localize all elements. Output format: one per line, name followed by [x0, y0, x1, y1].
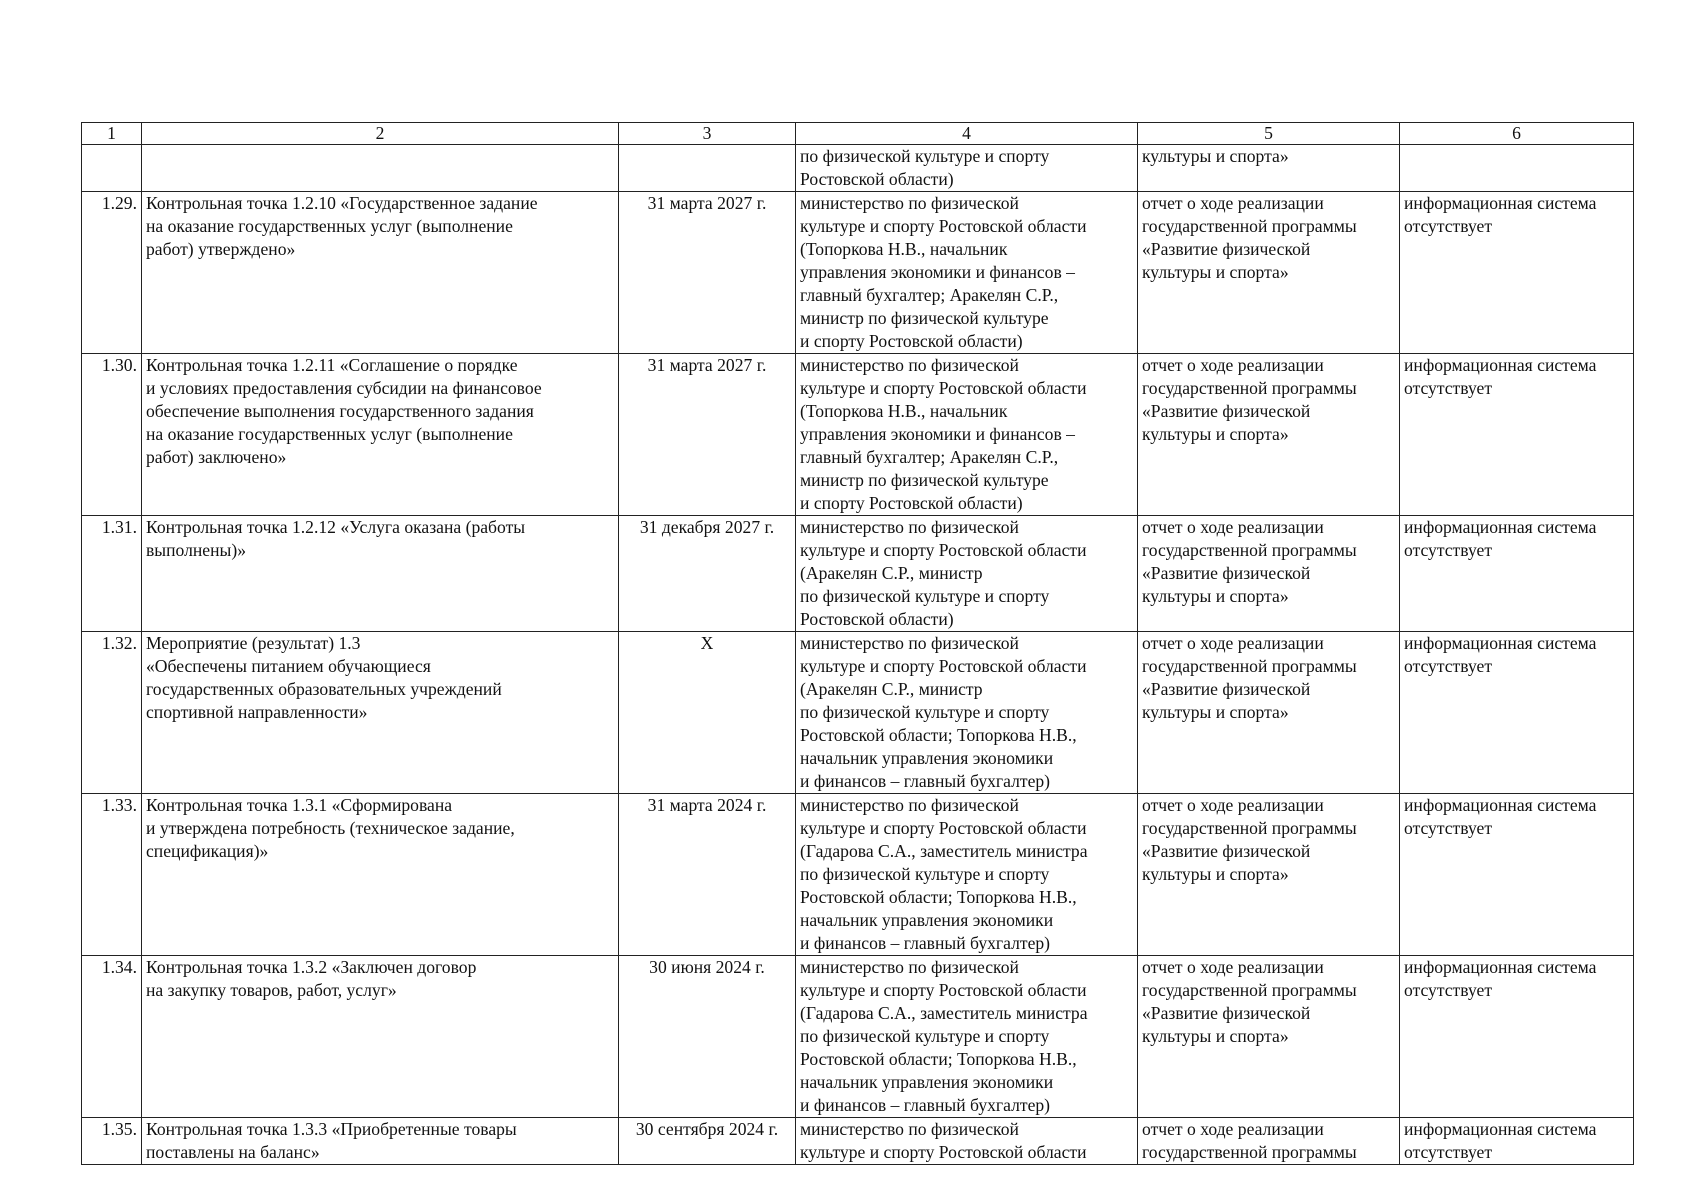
header-cell-3: 3	[619, 123, 796, 145]
event-name: Мероприятие (результат) 1.3 «Обеспечены питанием обучающиеся государственных образовательных учреждений спортивной направленности»	[142, 632, 619, 794]
header-cell-2: 2	[142, 123, 619, 145]
information-system: информационная система отсутствует	[1400, 794, 1634, 956]
row-number: 1.32.	[82, 632, 142, 794]
confirming-document: отчет о ходе реализации государственной программы «Развитие физической культуры и спорта»	[1138, 354, 1400, 516]
information-system	[1400, 145, 1634, 192]
table-row	[82, 354, 1634, 516]
responsible-executor: министерство по физической культуре и спорту Ростовской области	[796, 1118, 1138, 1165]
header-cell-6: 6	[1400, 123, 1634, 145]
deadline-date: Х	[619, 632, 796, 794]
control-point-name: Контрольная точка 1.3.3 «Приобретенные товары поставлены на баланс»	[142, 1118, 619, 1165]
responsible-executor: министерство по физической культуре и спорту Ростовской области (Гадарова С.А., заместитель министра по физической культуре и спорту Ростовской области; Топоркова Н.В., начальник управления экономики и финансов – главный бухгалтер)	[796, 956, 1138, 1118]
deadline-date: 31 марта 2027 г.	[619, 192, 796, 354]
table-row	[82, 956, 1634, 1118]
header-cell-1: 1	[82, 123, 142, 145]
control-points-table	[81, 122, 1634, 1165]
information-system: информационная система отсутствует	[1400, 516, 1634, 632]
row-number: 1.30.	[82, 354, 142, 516]
responsible-executor: министерство по физической культуре и спорту Ростовской области (Аракелян С.Р., министр по физической культуре и спорту Ростовской области; Топоркова Н.В., начальник управления экономики и финансов – главный бухгалтер)	[796, 632, 1138, 794]
control-point-name: Контрольная точка 1.3.2 «Заключен договор на закупку товаров, работ, услуг»	[142, 956, 619, 1118]
control-point-name: Контрольная точка 1.2.12 «Услуга оказана (работы выполнены)»	[142, 516, 619, 632]
deadline-date: 31 марта 2027 г.	[619, 354, 796, 516]
information-system: информационная система отсутствует	[1400, 1118, 1634, 1165]
control-point-name: Контрольная точка 1.2.10 «Государственное задание на оказание государственных услуг (выполнение работ) утверждено»	[142, 192, 619, 354]
deadline-date: 30 июня 2024 г.	[619, 956, 796, 1118]
confirming-document: отчет о ходе реализации государственной программы «Развитие физической культуры и спорта»	[1138, 794, 1400, 956]
confirming-document: культуры и спорта»	[1138, 145, 1400, 192]
information-system: информационная система отсутствует	[1400, 192, 1634, 354]
responsible-executor: министерство по физической культуре и спорту Ростовской области (Топоркова Н.В., начальник управления экономики и финансов – главный бухгалтер; Аракелян С.Р., министр по физической культуре и спорту Ростовской области)	[796, 354, 1138, 516]
confirming-document: отчет о ходе реализации государственной программы «Развитие физической культуры и спорта»	[1138, 192, 1400, 354]
responsible-executor: министерство по физической культуре и спорту Ростовской области (Аракелян С.Р., министр по физической культуре и спорту Ростовской области)	[796, 516, 1138, 632]
confirming-document: отчет о ходе реализации государственной программы «Развитие физической культуры и спорта»	[1138, 516, 1400, 632]
confirming-document: отчет о ходе реализации государственной программы	[1138, 1118, 1400, 1165]
row-number: 1.33.	[82, 794, 142, 956]
table-header	[82, 123, 1634, 145]
control-point-name: Контрольная точка 1.3.1 «Сформирована и утверждена потребность (техническое задание, спецификация)»	[142, 794, 619, 956]
deadline-date: 31 декабря 2027 г.	[619, 516, 796, 632]
confirming-document: отчет о ходе реализации государственной программы «Развитие физической культуры и спорта»	[1138, 956, 1400, 1118]
information-system: информационная система отсутствует	[1400, 354, 1634, 516]
information-system: информационная система отсутствует	[1400, 956, 1634, 1118]
header-row	[82, 123, 1634, 145]
responsible-executor: министерство по физической культуре и спорту Ростовской области (Топоркова Н.В., начальник управления экономики и финансов – главный бухгалтер; Аракелян С.Р., министр по физической культуре и спорту Ростовской области)	[796, 192, 1138, 354]
table-row	[82, 632, 1634, 794]
responsible-executor: по физической культуре и спорту Ростовской области)	[796, 145, 1138, 192]
confirming-document: отчет о ходе реализации государственной программы «Развитие физической культуры и спорта»	[1138, 632, 1400, 794]
control-point-name	[142, 145, 619, 192]
deadline-date	[619, 145, 796, 192]
row-number	[82, 145, 142, 192]
deadline-date: 31 марта 2024 г.	[619, 794, 796, 956]
deadline-date: 30 сентября 2024 г.	[619, 1118, 796, 1165]
table-row	[82, 1118, 1634, 1165]
control-point-name: Контрольная точка 1.2.11 «Соглашение о порядке и условиях предоставления субсидии на финансовое обеспечение выполнения государственного задания на оказание государственных услуг (выполнение работ) заключено»	[142, 354, 619, 516]
header-cell-5: 5	[1138, 123, 1400, 145]
table-row	[82, 794, 1634, 956]
header-cell-4: 4	[796, 123, 1138, 145]
information-system: информационная система отсутствует	[1400, 632, 1634, 794]
table-row	[82, 145, 1634, 192]
table-body	[82, 145, 1634, 1165]
row-number: 1.31.	[82, 516, 142, 632]
table-row	[82, 516, 1634, 632]
responsible-executor: министерство по физической культуре и спорту Ростовской области (Гадарова С.А., заместитель министра по физической культуре и спорту Ростовской области; Топоркова Н.В., начальник управления экономики и финансов – главный бухгалтер)	[796, 794, 1138, 956]
row-number: 1.34.	[82, 956, 142, 1118]
row-number: 1.29.	[82, 192, 142, 354]
table-row	[82, 192, 1634, 354]
row-number: 1.35.	[82, 1118, 142, 1165]
